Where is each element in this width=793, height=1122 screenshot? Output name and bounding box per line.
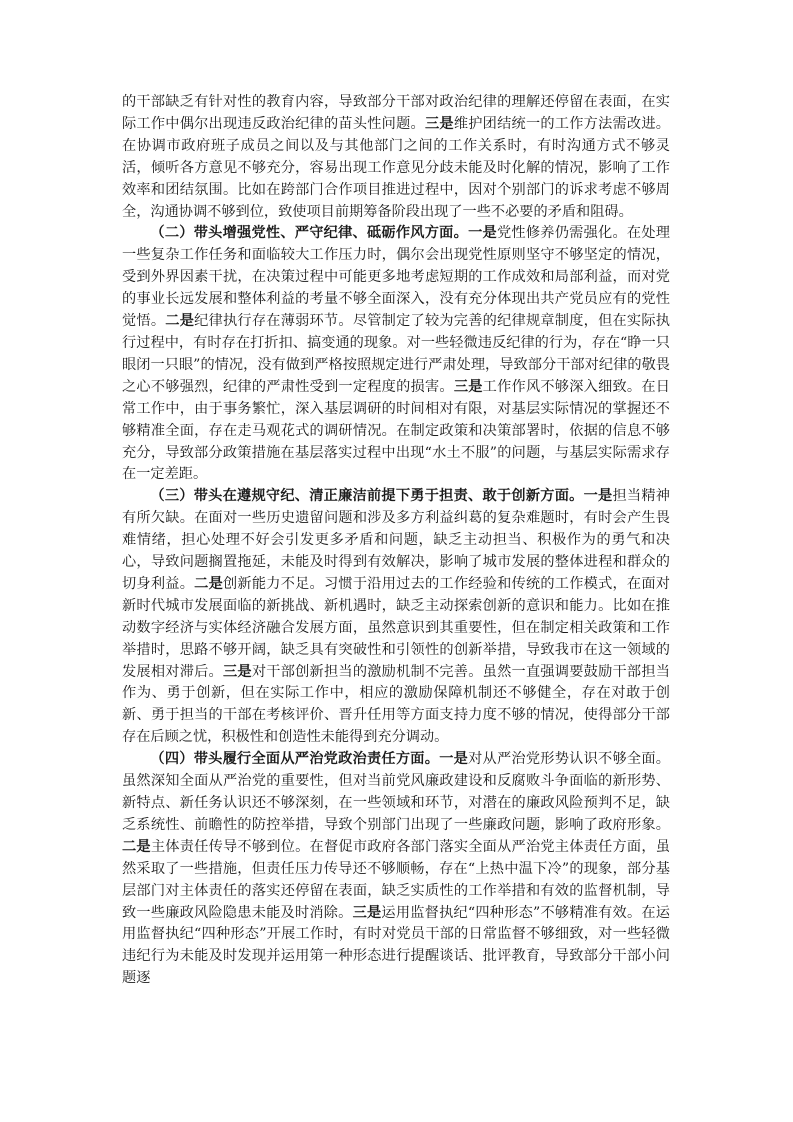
point-marker-two: 二是 — [165, 313, 195, 330]
point-marker-one: 一是 — [468, 225, 497, 242]
section-2-paragraph — [122, 223, 670, 486]
section-heading-3: （三）带头在遵规守纪、清正廉洁前提下勇于担责、敢于创新方面。 — [150, 488, 584, 505]
section-3-paragraph — [122, 486, 670, 749]
text-segment: 主体责任传导不够到位。在督促市政府各部门落实全面从严治党主体责任方面，虽然采取了一些措施，但责任压力传导还不够顺畅，存在“上热中温下冷”的现象，部分基层部门对主体责任的落实还停留在表面，缺乏实质性的工作举措和有效的监督机制，导致一些廉政风险隐患未能及时消除。 — [122, 838, 670, 921]
text-segment: 维护团结统一的工作方法需改进。在协调市政府班子成员之间以及与其他部门之间的工作关系时，有时沟通方式不够灵活，倾听各方意见不够充分，容易出现工作意见分歧未能及时化解的情况，影响了工作效率和团结氛围。比如在跨部门合作项目推进过程中，因对个别部门的诉求考虑不够周全，沟通协调不够到位，致使项目前期筹备阶段出现了一些不必要的矛盾和阻碍。 — [122, 115, 670, 220]
text-segment: 的干部缺乏有针对性的教育内容，导致部分干部对政治纪律的理解还停留在表面，在实际工作中偶尔出现违反政治纪律的苗头性问题。 — [122, 94, 670, 132]
paragraph-continuation — [122, 92, 670, 223]
text-segment: 纪律执行存在薄弱环节。尽管制定了较为完善的纪律规章制度，但在实际执行过程中，有时存在打折扣、搞变通的现象。对一些轻微违反纪律的行为，存在“睁一只眼闭一只眼”的情况，没有做到严格按照规定进行严肃处理，导致部分干部对纪律的敬畏之心不够强烈，纪律的严肃性受到一定程度的损害。 — [122, 313, 670, 395]
point-marker-three: 三是 — [352, 904, 382, 921]
section-heading-2: （二）带头增强党性、严守纪律、砥砺作风方面。 — [150, 225, 469, 242]
point-marker-three: 三是 — [453, 378, 483, 395]
point-marker-two: 二是 — [194, 575, 223, 592]
point-marker-one: 一是 — [439, 751, 469, 768]
text-segment: 对干部创新担当的激励机制不完善。虽然一直强调要鼓励干部担当作为、勇于创新，但在实际工作中，相应的激励保障机制还不够健全，存在对敢于创新、勇于担当的干部在考核评价、晋升任用等方面支持力度不够的情况，使得部分干部存在后顾之忧，积极性和创造性未能得到充分调动。 — [122, 663, 670, 746]
text-segment: 创新能力不足。习惯于沿用过去的工作经验和传统的工作模式，在面对新时代城市发展面临的新挑战、新机遇时，缺乏主动探索创新的意识和能力。比如在推动数字经济与实体经济融合发展方面，虽然意识到其重要性，但在制定相关政策和工作举措时，思路不够开阔，缺乏具有突破性和引领性的创新举措，导致我市在这一领域的发展相对滞后。 — [122, 575, 670, 680]
point-marker-three: 三是 — [424, 115, 454, 132]
document-page — [122, 92, 670, 990]
section-heading-4: （四）带头履行全面从严治党政治责任方面。 — [150, 751, 440, 768]
section-4-paragraph — [122, 749, 670, 990]
point-marker-three: 三是 — [222, 663, 252, 680]
text-segment: 工作作风不够深入细致。在日常工作中，由于事务繁忙，深入基层调研的时间相对有限，对基层实际情况的掌握还不够精准全面，存在走马观花式的调研情况。在制定政策和决策部署时，依据的信息不够充分，导致部分政策措施在基层落实过程中出现“水土不服”的问题，与基层实际需求存在一定差距。 — [122, 378, 670, 483]
text-segment: 担当精神有所欠缺。在面对一些历史遗留问题和涉及多方利益纠葛的复杂难题时，有时会产生畏难情绪，担心处理不好会引发更多矛盾和问题，缺乏主动担当、积极作为的勇气和决心，导致问题搁置拖延，未能及时得到有效解决，影响了城市发展的整体进程和群众的切身利益。 — [122, 488, 670, 592]
text-segment: 运用监督执纪“四种形态”不够精准有效。在运用监督执纪“四种形态”开展工作时，有时对党员干部的日常监督不够细致，对一些轻微违纪行为未能及时发现并运用第一种形态进行提醒谈话、批评教育，导致部分干部小问题逐 — [122, 904, 670, 987]
text-segment: 对从严治党形势认识不够全面。虽然深知全面从严治党的重要性，但对当前党风廉政建设和反腐败斗争面临的新形势、新特点、新任务认识还不够深刻，在一些领域和环节，对潜在的廉政风险预判不足，缺乏系统性、前瞻性的防控举措，导致个别部门出现了一些廉政问题，影响了政府形象。 — [122, 751, 670, 833]
point-marker-two: 二是 — [122, 838, 151, 855]
point-marker-one: 一是 — [583, 488, 613, 505]
text-segment: 党性修养仍需强化。在处理一些复杂工作任务和面临较大工作压力时，偶尔会出现党性原则坚守不够坚定的情况，受到外界因素干扰，在决策过程中可能更多地考虑短期的工作成效和局部利益，而对党的事业长远发展和整体利益的考量不够全面深入，没有充分体现出共产党员应有的党性觉悟。 — [122, 225, 670, 330]
